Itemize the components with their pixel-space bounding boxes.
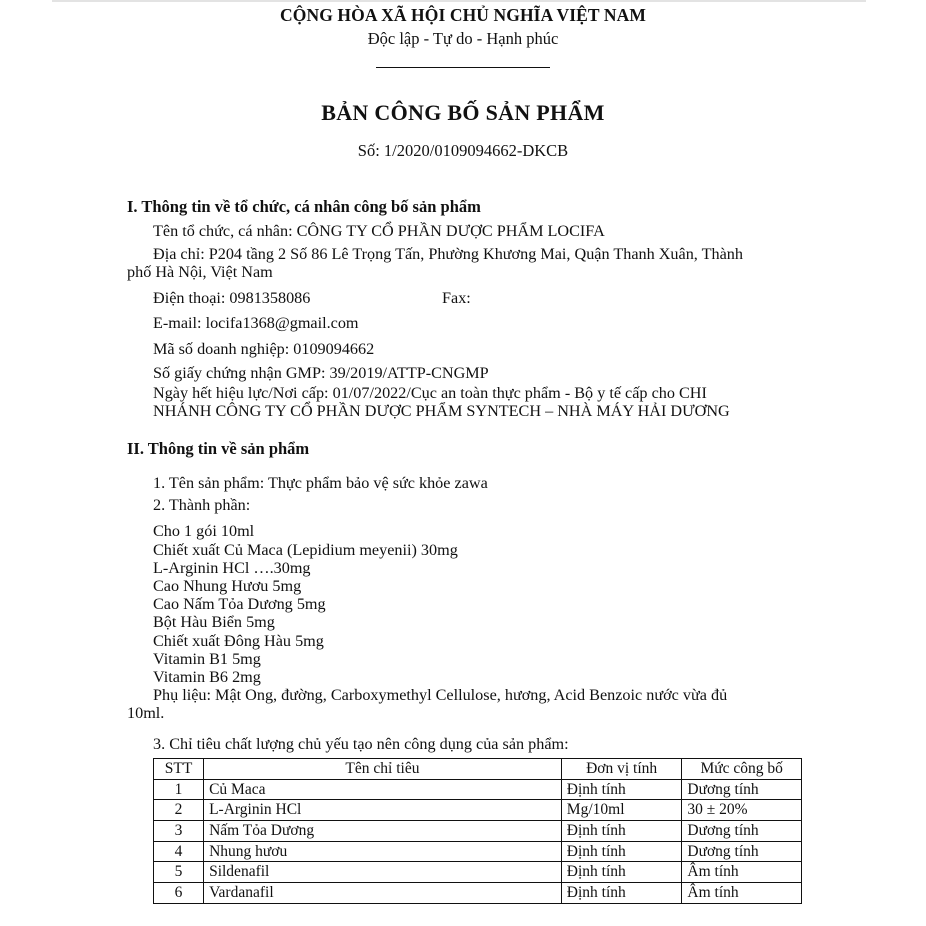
row-unit: Định tính [561, 883, 682, 904]
row-criterion: Củ Maca [204, 779, 562, 800]
header-criterion: Tên chỉ tiêu [204, 759, 562, 780]
row-level: Âm tính [682, 862, 802, 883]
row-level: 30 ± 20% [682, 800, 802, 821]
table-row [154, 821, 802, 842]
product-name: 1. Tên sản phẩm: Thực phẩm bảo vệ sức khỏe zawa [153, 474, 488, 492]
ingredient-line: Cao Nhung Hươu 5mg [153, 577, 302, 595]
fax: Fax: [442, 289, 471, 307]
table-row [154, 841, 802, 862]
address-line1: Địa chỉ: P204 tầng 2 Số 86 Lê Trọng Tấn, Phường Khương Mai, Quận Thanh Xuân, Thành [153, 245, 743, 263]
row-level: Âm tính [682, 883, 802, 904]
nation-heading: CỘNG HÒA XÃ HỘI CHỦ NGHĨA VIỆT NAM [280, 5, 646, 25]
section1-heading: I. Thông tin về tổ chức, cá nhân công bố sản phẩm [127, 197, 481, 216]
org-name: Tên tổ chức, cá nhân: CÔNG TY CỔ PHẦN DƯỢC PHẨM LOCIFA [153, 222, 605, 240]
row-unit: Định tính [561, 862, 682, 883]
email: E-mail: locifa1368@gmail.com [153, 314, 359, 332]
row-stt: 1 [154, 779, 204, 800]
contact-row [153, 289, 653, 308]
ingredient-line: Vitamin B6 2mg [153, 668, 261, 686]
row-stt: 4 [154, 841, 204, 862]
motto: Độc lập - Tự do - Hạnh phúc [367, 29, 559, 48]
document-title: BẢN CÔNG BỐ SẢN PHẨM [321, 100, 605, 125]
header-unit: Đơn vị tính [561, 759, 682, 780]
header-level: Mức công bố [682, 759, 802, 780]
gmp-certificate: Số giấy chứng nhận GMP: 39/2019/ATTP-CNGMP [153, 364, 489, 382]
expiry-line2: NHÁNH CÔNG TY CỔ PHẦN DƯỢC PHẨM SYNTECH – NHÀ MÁY HẢI DƯƠNG [153, 402, 730, 420]
row-criterion: Nấm Tỏa Dương [204, 821, 562, 842]
row-unit: Định tính [561, 821, 682, 842]
excipients-line2: 10ml. [127, 704, 165, 722]
row-unit: Định tính [561, 779, 682, 800]
ingredient-line: L-Arginin HCl ….30mg [153, 559, 311, 577]
quality-label: 3. Chỉ tiêu chất lượng chủ yếu tạo nên công dụng của sản phẩm: [153, 735, 569, 753]
address-line2: phố Hà Nội, Việt Nam [127, 263, 273, 281]
ingredient-line: Cao Nấm Tỏa Dương 5mg [153, 595, 326, 613]
excipients-line1: Phụ liệu: Mật Ong, đường, Carboxymethyl Cellulose, hương, Acid Benzoic nước vừa đủ [153, 686, 728, 704]
document-number: Số: 1/2020/0109094662-DKCB [357, 141, 569, 160]
row-criterion: L-Arginin HCl [204, 800, 562, 821]
row-criterion: Vardanafil [204, 883, 562, 904]
row-criterion: Sildenafil [204, 862, 562, 883]
ingredient-line: Bột Hàu Biển 5mg [153, 613, 275, 631]
business-code: Mã số doanh nghiệp: 0109094662 [153, 340, 375, 358]
row-level: Dương tính [682, 779, 802, 800]
ingredient-line: Cho 1 gói 10ml [153, 522, 255, 540]
row-criterion: Nhung hươu [204, 841, 562, 862]
header-stt: STT [154, 759, 204, 780]
row-stt: 5 [154, 862, 204, 883]
table-header-row [154, 759, 802, 780]
expiry-line1: Ngày hết hiệu lực/Nơi cấp: 01/07/2022/Cục an toàn thực phẩm - Bộ y tế cấp cho CHI [153, 384, 707, 402]
phone: Điện thoại: 0981358086 [153, 289, 311, 307]
ingredient-line: Vitamin B1 5mg [153, 650, 261, 668]
table-row [154, 800, 802, 821]
ingredient-line: Chiết xuất Củ Maca (Lepidium meyenii) 30mg [153, 541, 458, 559]
row-stt: 6 [154, 883, 204, 904]
table-row [154, 862, 802, 883]
row-stt: 2 [154, 800, 204, 821]
ingredient-line: Chiết xuất Đông Hàu 5mg [153, 632, 324, 650]
row-level: Dương tính [682, 821, 802, 842]
table-row [154, 883, 802, 904]
row-unit: Mg/10ml [561, 800, 682, 821]
motto-underline [376, 67, 550, 68]
page-top-border [52, 0, 866, 2]
section2-heading: II. Thông tin về sản phẩm [127, 439, 310, 458]
table-row [154, 779, 802, 800]
row-unit: Định tính [561, 841, 682, 862]
row-level: Dương tính [682, 841, 802, 862]
quality-table [153, 758, 802, 904]
row-stt: 3 [154, 821, 204, 842]
ingredients-label: 2. Thành phần: [153, 496, 251, 514]
